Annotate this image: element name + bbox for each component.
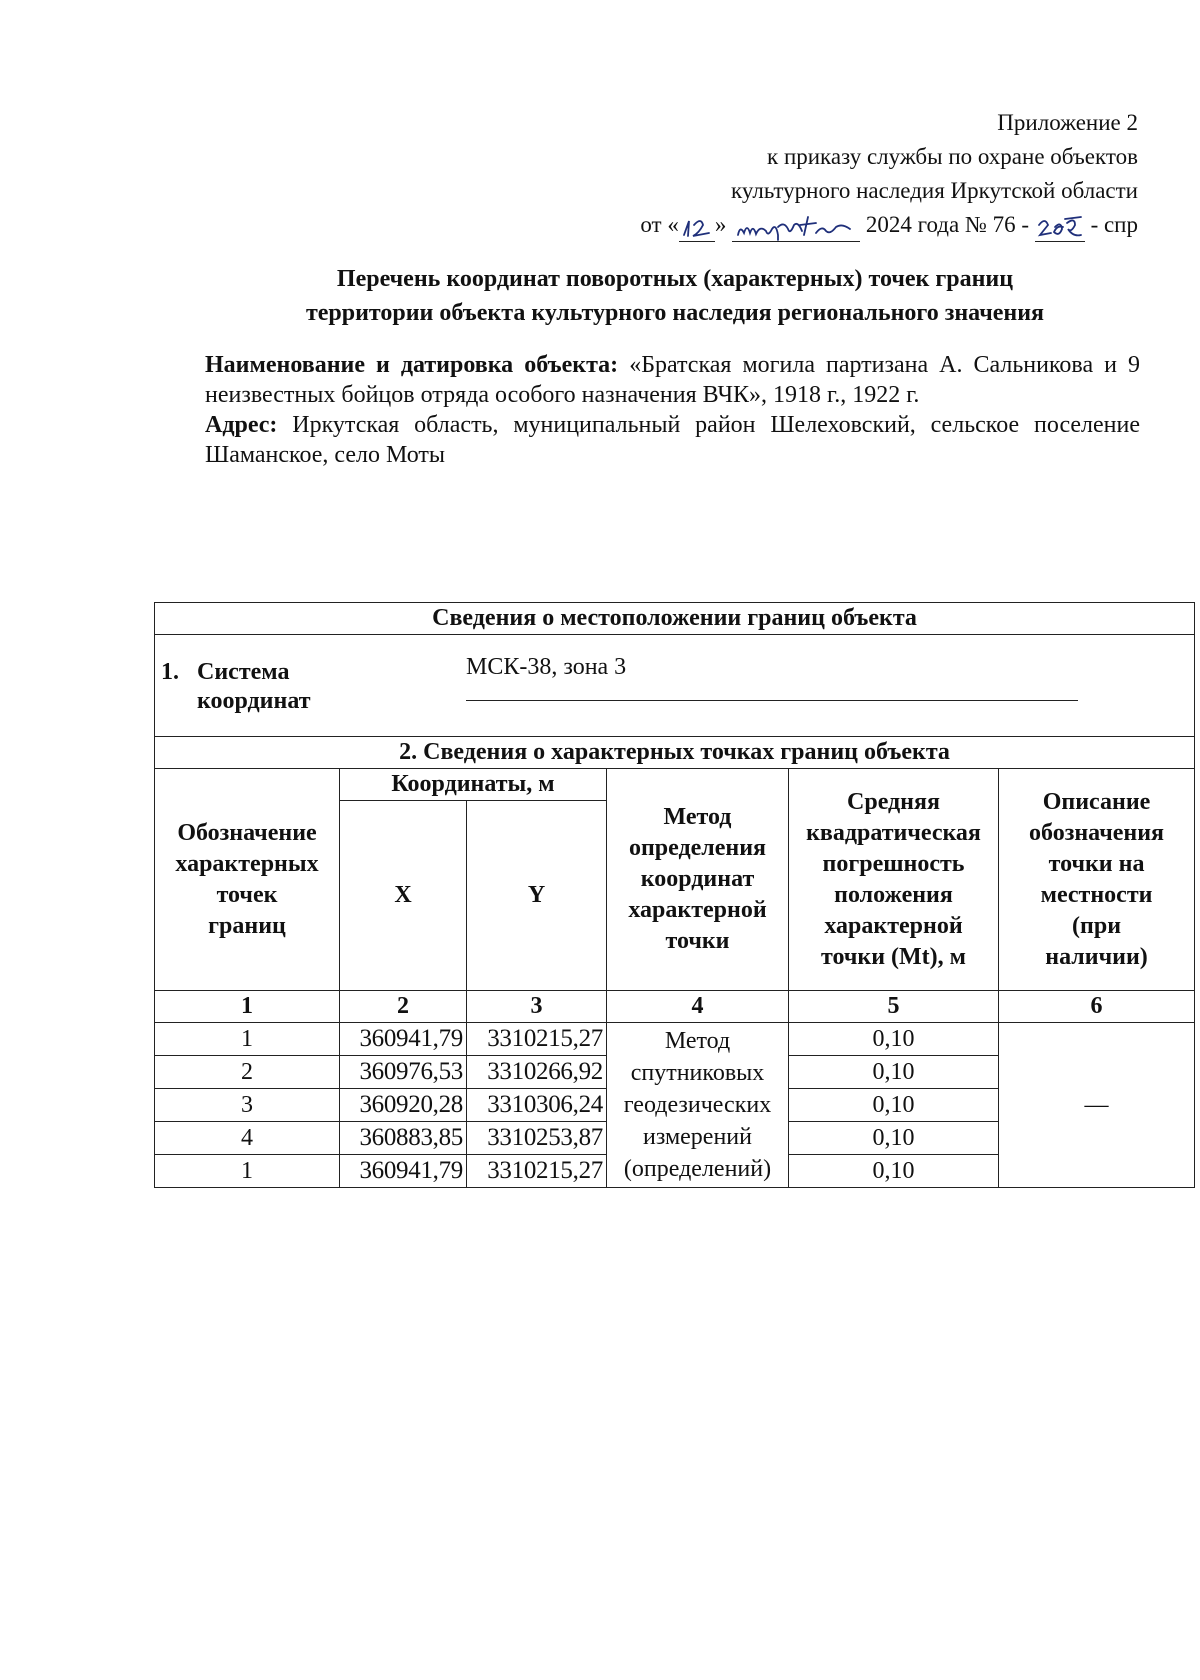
- handwritten-day: [679, 213, 715, 242]
- point-number: 1: [155, 1155, 340, 1188]
- title-line-1: Перечень координат поворотных (характерных) точек границ: [336, 266, 1014, 292]
- header-error: Средняя квадратическая погрешность положения характерной точки (Mt), м: [789, 769, 999, 991]
- y-coordinate: 3310253,87: [467, 1122, 607, 1155]
- header-y: Y: [467, 801, 607, 991]
- coordinate-system-cell: [155, 635, 1195, 737]
- object-info: [205, 350, 1140, 470]
- point-number: 3: [155, 1089, 340, 1122]
- section-title: Сведения о местоположении границ объекта: [155, 603, 1195, 635]
- date-year-number: 2024 года № 76 -: [865, 212, 1030, 237]
- coordinate-system-number: 1.: [161, 658, 179, 685]
- points-section-title: 2. Сведения о характерных точках границ объекта: [155, 737, 1195, 769]
- table-row: [155, 1023, 1195, 1056]
- column-number-3: 3: [467, 991, 607, 1023]
- x-coordinate: 360920,28: [340, 1089, 467, 1122]
- object-name-paragraph: [205, 350, 1140, 410]
- date-suffix: - спр: [1090, 212, 1138, 237]
- column-number-6: 6: [999, 991, 1195, 1023]
- handwritten-month: [732, 213, 860, 242]
- header-designation: Обозначение характерных точек границ: [155, 769, 340, 991]
- column-number-5: 5: [789, 991, 999, 1023]
- coordinate-system-label: [155, 656, 1194, 716]
- date-prefix: от «: [640, 212, 679, 237]
- header-x: X: [340, 801, 467, 991]
- y-coordinate: 3310215,27: [467, 1023, 607, 1056]
- object-name-value: «Братская могила партизана А. Сальникова и 9 неизвестных бойцов отряда особого назначения ВЧК», 1918 г., 1922 г.: [205, 352, 1140, 408]
- approval-date-line: [518, 208, 1138, 242]
- x-coordinate: 360941,79: [340, 1023, 467, 1056]
- y-coordinate: 3310215,27: [467, 1155, 607, 1188]
- coordinate-system-underline: [466, 700, 1078, 701]
- title-line-2: территории объекта культурного наследия регионального значения: [305, 300, 1045, 326]
- error-value: 0,10: [789, 1056, 999, 1089]
- point-number: 4: [155, 1122, 340, 1155]
- error-value: 0,10: [789, 1122, 999, 1155]
- column-number-2: 2: [340, 991, 467, 1023]
- date-mid: »: [714, 212, 727, 237]
- column-number-4: 4: [607, 991, 789, 1023]
- approval-line-3: культурного наследия Иркутской области: [731, 178, 1138, 203]
- y-coordinate: 3310266,92: [467, 1056, 607, 1089]
- document-title: [150, 262, 1200, 330]
- point-number: 2: [155, 1056, 340, 1089]
- object-address-paragraph: [205, 410, 1140, 470]
- approval-block: [518, 106, 1138, 242]
- coordinate-system-label-2: координат: [197, 687, 311, 714]
- point-number: 1: [155, 1023, 340, 1056]
- error-value: 0,10: [789, 1089, 999, 1122]
- object-name-label: Наименование и датировка объекта:: [205, 352, 619, 378]
- x-coordinate: 360976,53: [340, 1056, 467, 1089]
- header-coordinates: Координаты, м: [340, 769, 607, 801]
- method-cell: Метод спутниковых геодезических измерений (определений): [607, 1023, 789, 1188]
- approval-line-1: Приложение 2: [997, 110, 1138, 135]
- x-coordinate: 360941,79: [340, 1155, 467, 1188]
- coordinate-system-value: МСК-38, зона 3: [466, 654, 627, 680]
- column-number-1: 1: [155, 991, 340, 1023]
- handwritten-number: [1035, 213, 1085, 242]
- error-value: 0,10: [789, 1023, 999, 1056]
- approval-line-2: к приказу службы по охране объектов: [767, 144, 1138, 169]
- y-coordinate: 3310306,24: [467, 1089, 607, 1122]
- coordinate-system-label-1: Система: [197, 658, 290, 685]
- header-method: Метод определения координат характерной точки: [607, 769, 789, 991]
- object-address-label: Адрес:: [205, 412, 278, 438]
- description-cell: —: [999, 1023, 1195, 1188]
- coordinates-table: [154, 602, 1195, 1188]
- header-description: Описание обозначения точки на местности (при наличии): [999, 769, 1195, 991]
- object-address-value: Иркутская область, муниципальный район Шелеховский, сельское поселение Шаманское, село Моты: [205, 412, 1141, 468]
- x-coordinate: 360883,85: [340, 1122, 467, 1155]
- error-value: 0,10: [789, 1155, 999, 1188]
